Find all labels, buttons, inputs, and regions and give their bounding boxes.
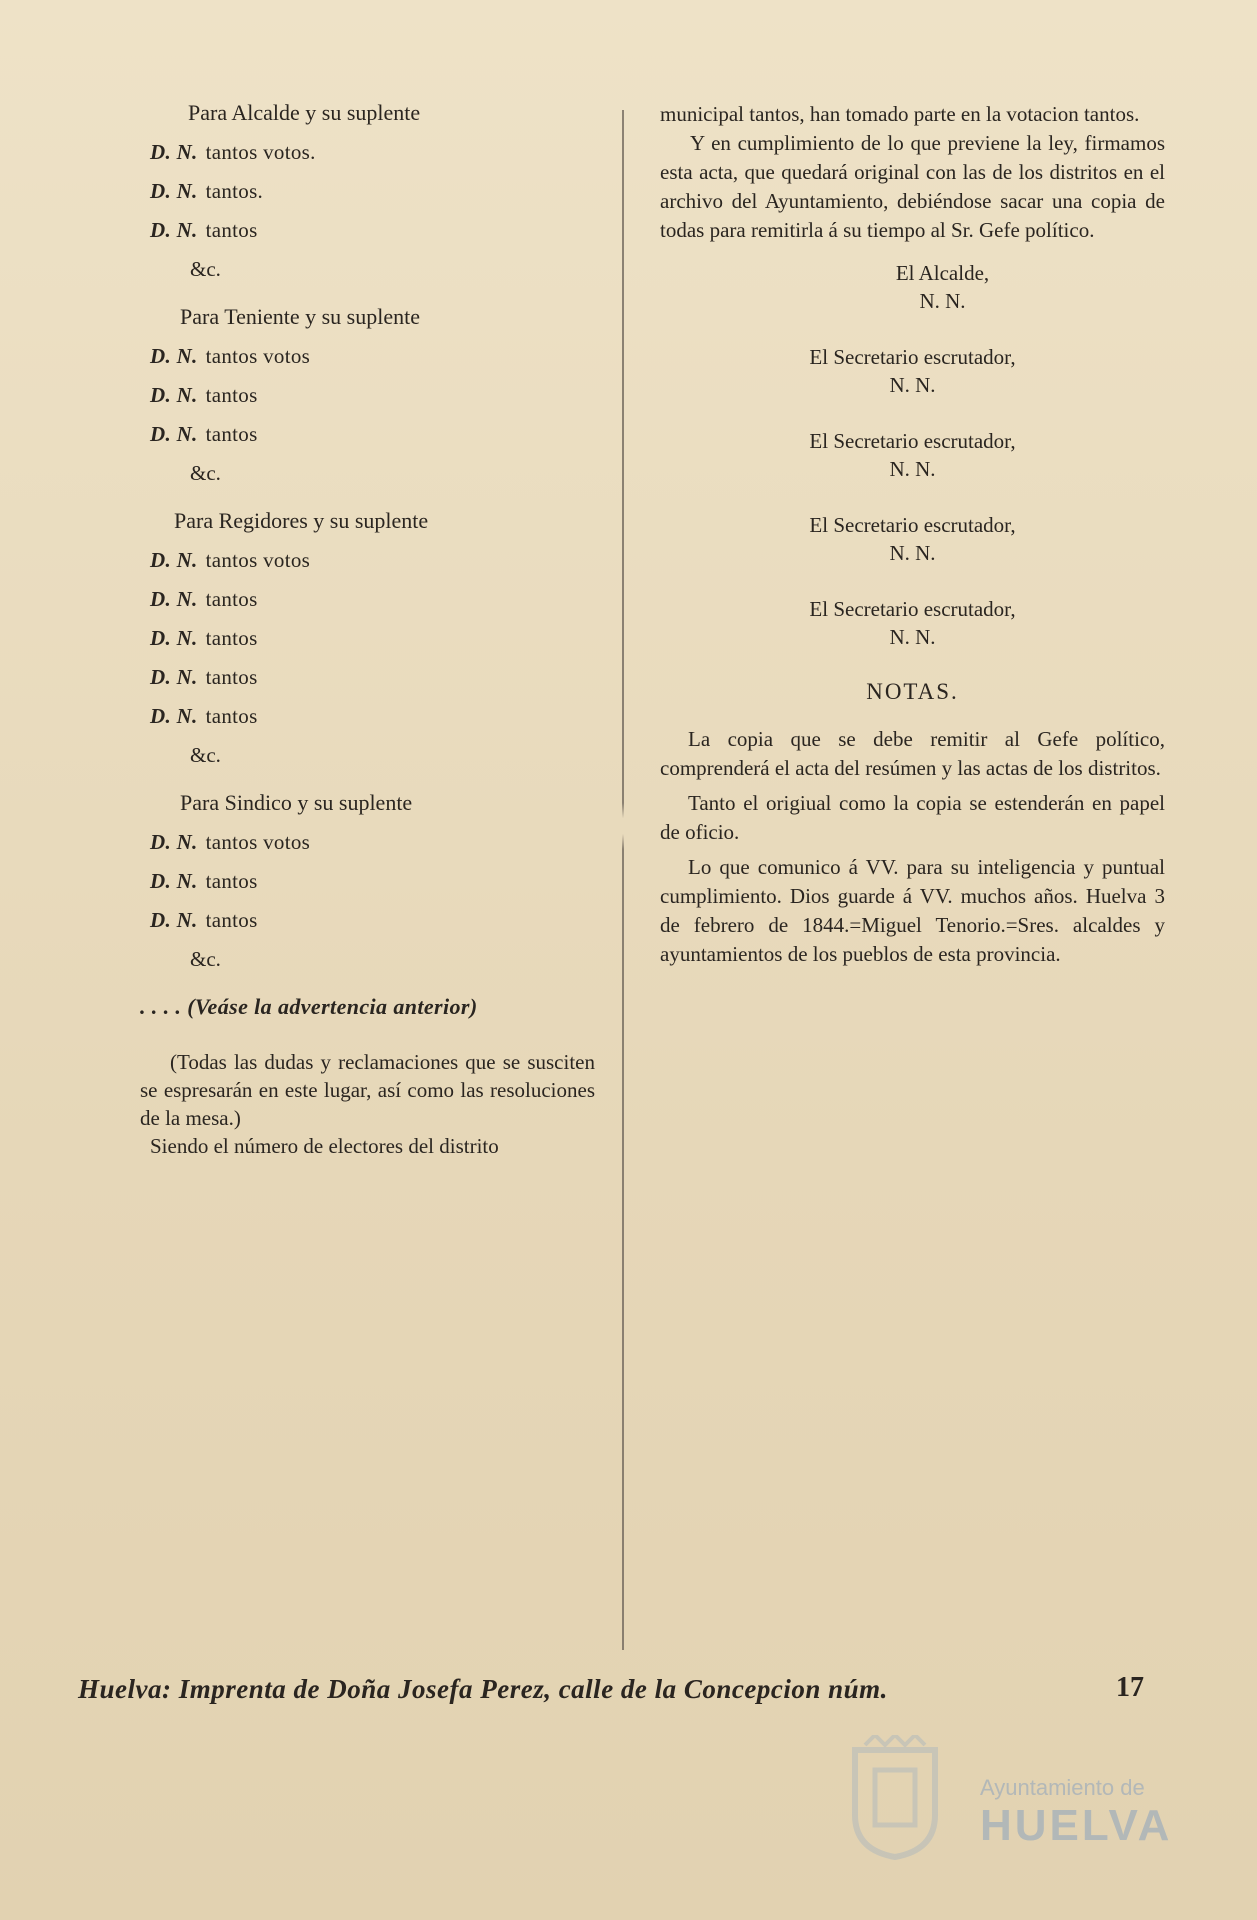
- dn-label: D. N.: [150, 179, 198, 203]
- signature-title: El Secretario escrutador,: [809, 429, 1016, 453]
- vote-text: tantos: [205, 218, 258, 242]
- vote-text: tantos: [205, 626, 258, 650]
- dn-label: D. N.: [150, 344, 198, 368]
- vote-text: tantos: [205, 704, 258, 728]
- etcetera: &c.: [190, 947, 221, 971]
- notas-heading: NOTAS.: [866, 679, 959, 704]
- signature-name: N. N.: [889, 373, 936, 397]
- vote-entry: [150, 218, 595, 243]
- vote-entry: [150, 422, 595, 447]
- dn-label: D. N.: [150, 548, 198, 572]
- notes-section: [660, 725, 1165, 969]
- vease-note: . . . . (Veáse la advertencia anterior): [140, 994, 478, 1019]
- dn-label: D. N.: [150, 869, 198, 893]
- signature-block: [660, 343, 1165, 399]
- dn-label: D. N.: [150, 140, 198, 164]
- signature-block: [660, 595, 1165, 651]
- signature-name: N. N.: [889, 541, 936, 565]
- dn-label: D. N.: [150, 422, 198, 446]
- vote-text: tantos: [205, 422, 258, 446]
- signature-title: El Secretario escrutador,: [809, 597, 1016, 621]
- dn-label: D. N.: [150, 908, 198, 932]
- vote-entry: [150, 830, 595, 855]
- vote-entry: [150, 869, 595, 894]
- vote-entry: [150, 704, 595, 729]
- page-number: 17: [1116, 1672, 1144, 1703]
- signature-name: N. N.: [889, 625, 936, 649]
- continuation-paragraph: municipal tantos, han tomado parte en la votacion tantos.: [660, 102, 1140, 126]
- dn-label: D. N.: [150, 665, 198, 689]
- note-paragraph: Tanto el origiual como la copia se estenderán en papel de oficio.: [660, 791, 1165, 844]
- dn-label: D. N.: [150, 383, 198, 407]
- vote-entry: [150, 626, 595, 651]
- cumplimiento-paragraph: Y en cumplimiento de lo que previene la ley, firmamos esta acta, que quedará original con las de los distritos en el archivo del Ayuntamiento, debiéndose sacar una copia de todas para remitirla á su tiempo al Sr. Gefe político.: [660, 131, 1165, 242]
- signature-title: El Secretario escrutador,: [809, 345, 1016, 369]
- teniente-section: [140, 304, 595, 486]
- signature-title: El Alcalde,: [895, 261, 990, 285]
- vote-text: tantos votos: [205, 830, 311, 854]
- city-seal-icon: [845, 1735, 945, 1860]
- vote-entry: [150, 665, 595, 690]
- dn-label: D. N.: [150, 218, 198, 242]
- section-heading: Para Sindico y su suplente: [180, 790, 413, 815]
- vote-entry: [150, 383, 595, 408]
- dn-label: D. N.: [150, 704, 198, 728]
- etcetera: &c.: [190, 257, 221, 281]
- left-column: [140, 100, 595, 1160]
- vote-text: tantos votos: [205, 344, 311, 368]
- vote-entry: [150, 179, 595, 204]
- siendo-paragraph: Siendo el número de electores del distrito: [150, 1134, 499, 1158]
- printer-imprint: Huelva: Imprenta de Doña Josefa Perez, calle de la Concepcion núm.: [78, 1674, 888, 1704]
- signature-name: N. N.: [889, 457, 936, 481]
- vote-text: tantos.: [205, 179, 264, 203]
- sindico-section: [140, 790, 595, 972]
- dn-label: D. N.: [150, 587, 198, 611]
- vote-text: tantos votos: [205, 548, 311, 572]
- vote-text: tantos: [205, 383, 258, 407]
- watermark-line1: Ayuntamiento de: [980, 1775, 1145, 1800]
- dn-label: D. N.: [150, 830, 198, 854]
- section-heading: Para Teniente y su suplente: [180, 304, 420, 329]
- dn-label: D. N.: [150, 626, 198, 650]
- alcalde-section: [140, 100, 595, 282]
- note-paragraph: La copia que se debe remitir al Gefe político, comprenderá el acta del resúmen y las actas de los distritos.: [660, 727, 1165, 780]
- vote-entry: [150, 140, 595, 165]
- vote-text: tantos: [205, 587, 258, 611]
- vote-text: tantos: [205, 665, 258, 689]
- vote-text: tantos votos.: [205, 140, 316, 164]
- signature-block: [660, 427, 1165, 483]
- watermark-line2: HUELVA: [980, 1801, 1173, 1850]
- right-column: [660, 100, 1165, 975]
- vote-text: tantos: [205, 869, 258, 893]
- vote-entry: [150, 548, 595, 573]
- dudas-paragraph: (Todas las dudas y reclamaciones que se susciten se espresarán en este lugar, así como las resoluciones de la mesa.): [140, 1050, 595, 1130]
- vote-entry: [150, 908, 595, 933]
- vote-entry: [150, 344, 595, 369]
- vote-entry: [150, 587, 595, 612]
- signature-block: [720, 259, 1165, 315]
- vote-text: tantos: [205, 908, 258, 932]
- signature-name: N. N.: [919, 289, 966, 313]
- section-heading: Para Regidores y su suplente: [174, 508, 429, 533]
- etcetera: &c.: [190, 461, 221, 485]
- watermark: [980, 1775, 1172, 1851]
- etcetera: &c.: [190, 743, 221, 767]
- note-paragraph: Lo que comunico á VV. para su inteligencia y puntual cumplimiento. Dios guarde á VV. muchos años. Huelva 3 de febrero de 1844.=Miguel Tenorio.=Sres. alcaldes y ayuntamientos de los pueblos de esta provincia.: [660, 855, 1165, 966]
- column-divider: [622, 110, 624, 1650]
- regidores-section: [140, 508, 595, 768]
- signature-title: El Secretario escrutador,: [809, 513, 1016, 537]
- section-heading: Para Alcalde y su suplente: [188, 100, 421, 125]
- signature-block: [660, 511, 1165, 567]
